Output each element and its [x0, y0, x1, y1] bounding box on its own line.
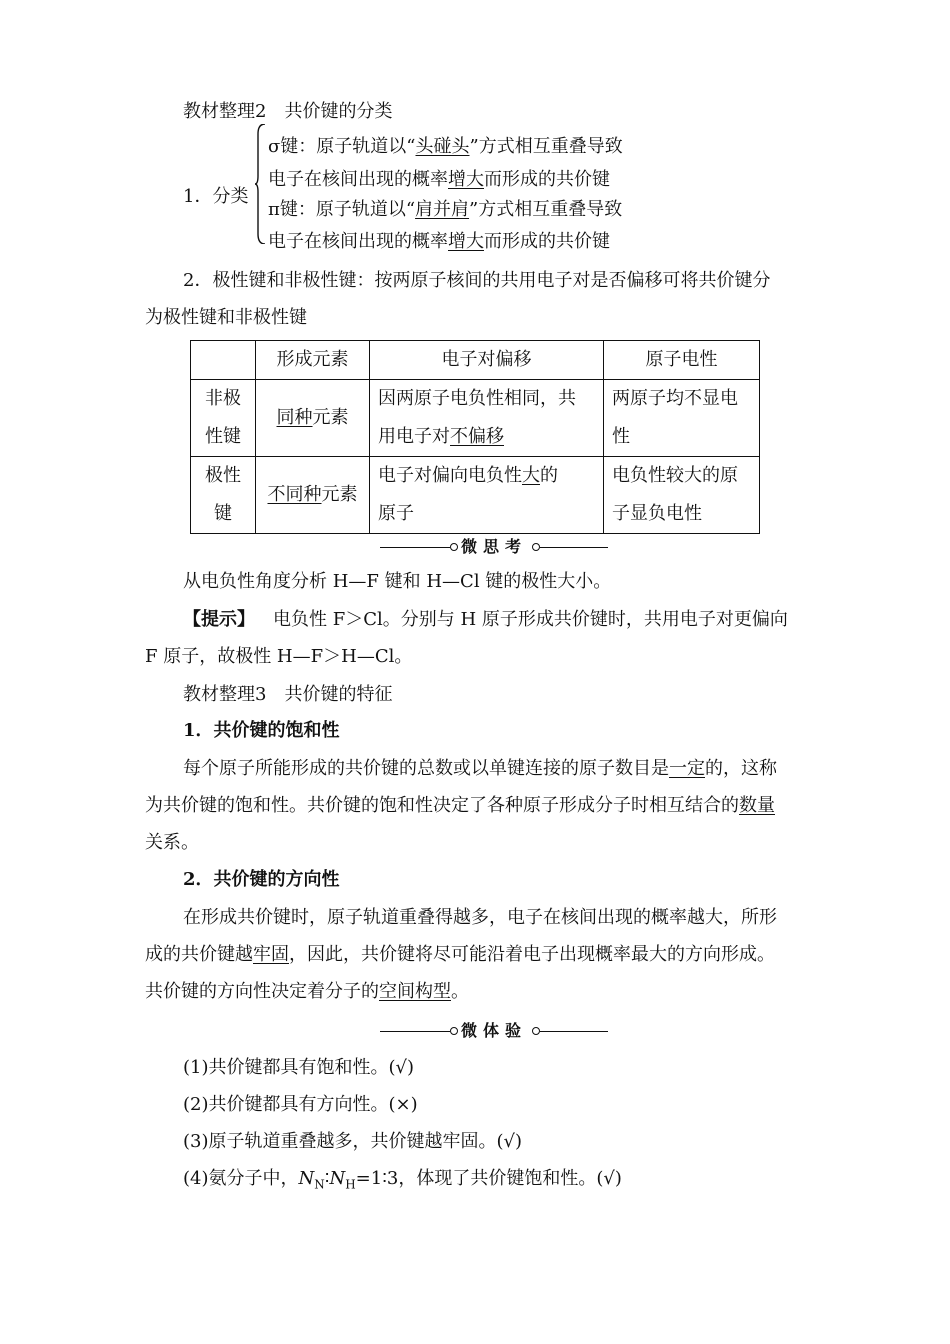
table-cell-charge: 电负性较大的原 子显负电性: [604, 457, 760, 534]
direction-line1: 在形成共价键时，原子轨道重叠得越多，电子在核间出现的概率越大，所形: [183, 907, 777, 928]
classification-label: 1．分类: [183, 186, 249, 207]
table-cell-shift: 电子对偏向电负性大的 原子: [370, 457, 604, 534]
hint-line2: F 原子，故极性 H—F＞H—Cl。: [145, 646, 413, 667]
section-heading-3: 教材整理3 共价键的特征: [183, 684, 393, 705]
direction-line2: 成的共价键越牢固，因此，共价键将尽可能沿着电子出现概率最大的方向形成。: [145, 944, 775, 965]
sigma-bond-line2: 电子在核间出现的概率增大而形成的共价键: [268, 169, 610, 190]
table-cell-name: 极性 键: [191, 457, 256, 534]
list-item: (3)原子轨道重叠越多，共价键越牢固。(√): [183, 1131, 523, 1152]
polar-paragraph-line2: 为极性键和非极性键: [145, 307, 307, 328]
think-title: 微思考: [460, 537, 527, 556]
circle-icon: [532, 1027, 540, 1035]
pi-bond-line2: 电子在核间出现的概率增大而形成的共价键: [268, 231, 610, 252]
sigma-bond-line1: σ键：原子轨道以“头碰头”方式相互重叠导致: [268, 136, 623, 157]
experience-divider: [380, 1022, 608, 1040]
saturation-title: 1．共价键的饱和性: [183, 720, 340, 741]
table-header-row: [191, 341, 760, 380]
table-header-cell: 原子电性: [604, 341, 760, 380]
saturation-line1: 每个原子所能形成的共价键的总数或以单键连接的原子数目是一定的，这称: [183, 758, 777, 779]
list-item: (2)共价键都具有方向性。(×): [183, 1094, 418, 1115]
table-header-cell: [191, 341, 256, 380]
direction-title: 2．共价键的方向性: [183, 869, 340, 890]
list-item: (4)氨分子中，$N_N∶N_H=1∶3$，体现了共价键饱和性。(√): [183, 1168, 622, 1192]
think-question: 从电负性角度分析 H—F 键和 H—Cl 键的极性大小。: [183, 571, 612, 592]
table-cell-element: 不同种元素: [256, 457, 370, 534]
table-header-cell: 电子对偏移: [370, 341, 604, 380]
hint-label: 【提示】: [183, 609, 255, 630]
table-row: [191, 380, 760, 457]
bond-type-table: [190, 340, 760, 534]
table-cell-charge: 两原子均不显电 性: [604, 380, 760, 457]
list-item: (1)共价键都具有饱和性。(√): [183, 1057, 415, 1078]
table-cell-shift: 因两原子电负性相同，共 用电子对不偏移: [370, 380, 604, 457]
experience-title: 微体验: [460, 1021, 527, 1040]
circle-icon: [532, 543, 540, 551]
brace-icon: [255, 124, 265, 244]
pi-bond-line1: π键：原子轨道以“肩并肩”方式相互重叠导致: [268, 199, 623, 220]
saturation-line3: 关系。: [145, 832, 199, 853]
table-cell-element: 同种元素: [256, 380, 370, 457]
polar-paragraph-line1: 2．极性键和非极性键：按两原子核间的共用电子对是否偏移可将共价键分: [183, 270, 771, 291]
hint-line1: 【提示】 电负性 F＞Cl。分别与 H 原子形成共价键时，共用电子对更偏向: [183, 609, 788, 630]
section-heading-2: 教材整理2 共价键的分类: [183, 101, 393, 122]
think-divider: [380, 538, 608, 556]
table-cell-name: 非极 性键: [191, 380, 256, 457]
saturation-line2: 为共价键的饱和性。共价键的饱和性决定了各种原子形成分子时相互结合的数量: [145, 795, 775, 816]
direction-line3: 共价键的方向性决定着分子的空间构型。: [145, 981, 469, 1002]
table-row: [191, 457, 760, 534]
table-header-cell: 形成元素: [256, 341, 370, 380]
